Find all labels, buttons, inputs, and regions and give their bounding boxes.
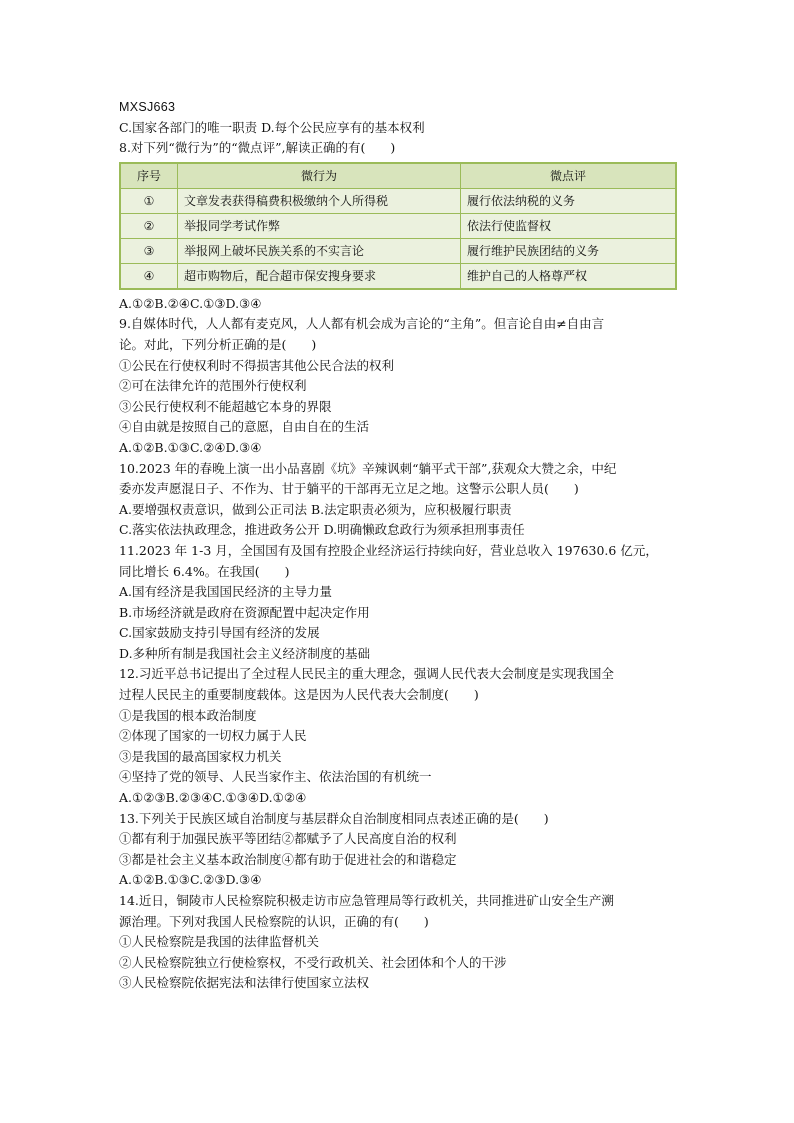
q8-row-act: 举报同学考试作弊 xyxy=(178,213,461,238)
q8-row-no: ① xyxy=(121,188,178,213)
table-row xyxy=(121,238,676,263)
q8-row-comment: 履行依法纳税的义务 xyxy=(461,188,676,213)
q8-options: A.①②B.②④C.①③D.③④ xyxy=(119,295,262,311)
q8-row-no: ③ xyxy=(121,238,178,263)
q14-item: ②人民检察院独立行使检察权，不受行政机关、社会团体和个人的干涉 xyxy=(119,954,507,970)
q8-header-comment: 微点评 xyxy=(461,163,676,188)
q10-options-ab: A.要增强权责意识，做到公正司法 B.法定职责必须为，应积极履行职责 xyxy=(119,501,512,517)
q9-item: ④自由就是按照自己的意愿，自由自在的生活 xyxy=(119,419,370,435)
table-row xyxy=(121,213,676,238)
q8-table-header-row xyxy=(121,163,676,188)
q14-stem-line2: 源治理。下列对我国人民检察院的认识，正确的有( ) xyxy=(119,913,429,929)
q11-stem-line2: 同比增长 6.4%。在我国( ) xyxy=(119,563,290,579)
q9-item: ②可在法律允许的范围外行使权利 xyxy=(119,378,307,394)
q9-stem-line1: 9.自媒体时代，人人都有麦克风，人人都有机会成为言论的“主角”。但言论自由≠自由言 xyxy=(119,316,605,332)
q14-item: ③人民检察院依据宪法和法律行使国家立法权 xyxy=(119,975,370,991)
q12-item: ①是我国的根本政治制度 xyxy=(119,707,257,723)
q7-options-cd: C.国家各部门的唯一职责 D.每个公民应享有的基本权利 xyxy=(119,119,425,135)
q9-item: ①公民在行使权利时不得损害其他公民合法的权利 xyxy=(119,357,395,373)
q13-stem: 13.下列关于民族区域自治制度与基层群众自治制度相同点表述正确的是( ) xyxy=(119,810,549,826)
q8-row-comment: 维护自己的人格尊严权 xyxy=(461,263,676,288)
q12-stem-line2: 过程人民民主的重要制度载体。这是因为人民代表大会制度( ) xyxy=(119,687,479,703)
q12-stem-line1: 12.习近平总书记提出了全过程人民民主的重大理念，强调人民代表大会制度是实现我国全 xyxy=(119,666,614,682)
q8-row-no: ② xyxy=(121,213,178,238)
q13-options: A.①②B.①③C.②③D.③④ xyxy=(119,872,262,888)
q12-item: ④坚持了党的领导、人民当家作主、依法治国的有机统一 xyxy=(119,769,432,785)
q8-row-comment: 依法行使监督权 xyxy=(461,213,676,238)
q12-item: ②体现了国家的一切权力属于人民 xyxy=(119,728,307,744)
q11-option: A.国有经济是我国国民经济的主导力量 xyxy=(119,584,333,600)
q9-item: ③公民行使权利不能超越它本身的界限 xyxy=(119,398,332,414)
q8-table xyxy=(120,163,676,289)
exam-page xyxy=(119,97,679,994)
q11-option: B.市场经济就是政府在资源配置中起决定作用 xyxy=(119,604,370,620)
q9-options: A.①②B.①③C.②④D.③④ xyxy=(119,439,262,455)
q10-options-cd: C.落实依法执政理念，推进政务公开 D.明确懒政怠政行为须承担刑事责任 xyxy=(119,522,525,538)
q8-row-act: 文章发表获得稿费积极缴纳个人所得税 xyxy=(178,188,461,213)
q8-stem: 8.对下列“微行为”的“微点评”,解读正确的有( ) xyxy=(119,140,396,156)
q8-row-act: 举报网上破坏民族关系的不实言论 xyxy=(178,238,461,263)
q8-row-comment: 履行维护民族团结的义务 xyxy=(461,238,676,263)
q14-item: ①人民检察院是我国的法律监督机关 xyxy=(119,934,320,950)
q14-stem-line1: 14.近日，铜陵市人民检察院积极走访市应急管理局等行政机关，共同推进矿山安全生产溯 xyxy=(119,893,614,908)
q13-item: ③都是社会主义基本政治制度④都有助于促进社会的和谐稳定 xyxy=(119,851,457,867)
q10-stem-line1: 10.2023 年的春晚上演一出小品喜剧《坑》辛辣讽刺“躺平式干部”,获观众大赞之余，中纪 xyxy=(119,460,617,476)
q8-header-no: 序号 xyxy=(121,163,178,188)
table-row xyxy=(121,188,676,213)
q9-stem-line2: 论。对此，下列分析正确的是( ) xyxy=(119,336,317,352)
q11-stem-line1: 11.2023 年 1-3 月，全国国有及国有控股企业经济运行持续向好，营业总收入 197630.6 亿元， xyxy=(119,542,658,558)
q8-row-no: ④ xyxy=(121,263,178,288)
q11-option: C.国家鼓励支持引导国有经济的发展 xyxy=(119,625,320,641)
q12-item: ③是我国的最高国家权力机关 xyxy=(119,748,282,764)
q8-header-act: 微行为 xyxy=(178,163,461,188)
q10-stem-line2: 委亦发声愿混日子、不作为、甘于躺平的干部再无立足之地。这警示公职人员( ) xyxy=(119,481,579,497)
q11-option: D.多种所有制是我国社会主义经济制度的基础 xyxy=(119,645,371,661)
q13-item: ①都有利于加强民族平等团结②都赋予了人民高度自治的权利 xyxy=(119,831,457,847)
q8-table-frame xyxy=(119,162,677,290)
q8-row-act: 超市购物后，配合超市保安搜身要求 xyxy=(178,263,461,288)
header-code: MXSJ663 xyxy=(119,100,176,114)
q12-options: A.①②③B.②③④C.①③④D.①②④ xyxy=(119,790,307,806)
table-row xyxy=(121,263,676,288)
